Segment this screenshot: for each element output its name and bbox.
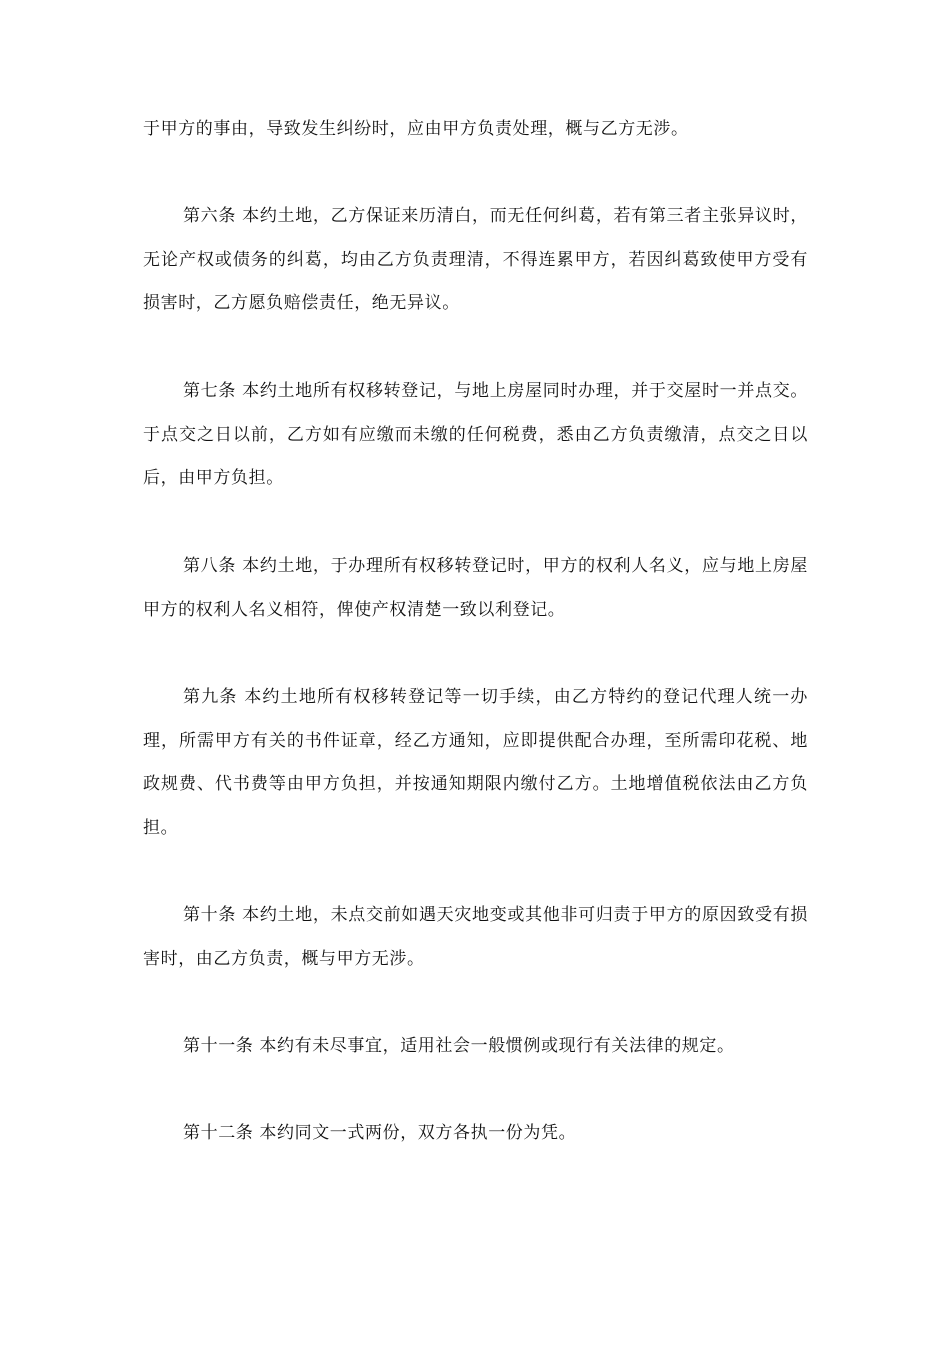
paragraph-continuation: 于甲方的事由，导致发生纠纷时，应由甲方负责处理，概与乙方无涉。 (143, 119, 689, 139)
paragraph-article-6: 第六条 本约土地，乙方保证来历清白，而无任何纠葛，若有第三者主张异议时，无论产权或债务的纠葛，均由乙方负责理清，不得连累甲方，若因纠葛致使甲方受有损害时，乙方愿负赔偿责任，绝无异议。 (143, 206, 808, 313)
paragraph-article-9: 第九条 本约土地所有权移转登记等一切手续，由乙方特约的登记代理人统一办理，所需甲方有关的书件证章，经乙方通知，应即提供配合办理，至所需印花税、地政规费、代书费等由甲方负担，并按通知期限内缴付乙方。土地增值税依法由乙方负担。 (143, 687, 808, 838)
paragraph-article-10: 第十条 本约土地，未点交前如遇天灾地变或其他非可归责于甲方的原因致受有损害时，由乙方负责，概与甲方无涉。 (143, 905, 808, 969)
paragraph-article-11: 第十一条 本约有未尽事宜，适用社会一般惯例或现行有关法律的规定。 (183, 1036, 735, 1056)
paragraph-article-12: 第十二条 本约同文一式两份，双方各执一份为凭。 (183, 1123, 577, 1143)
paragraph-article-7: 第七条 本约土地所有权移转登记，与地上房屋同时办理，并于交屋时一并点交。于点交之日以前，乙方如有应缴而未缴的任何税费，悉由乙方负责缴清，点交之日以后，由甲方负担。 (143, 381, 808, 488)
paragraph-article-8: 第八条 本约土地，于办理所有权移转登记时，甲方的权利人名义，应与地上房屋甲方的权利人名义相符，俾使产权清楚一致以利登记。 (143, 556, 808, 620)
